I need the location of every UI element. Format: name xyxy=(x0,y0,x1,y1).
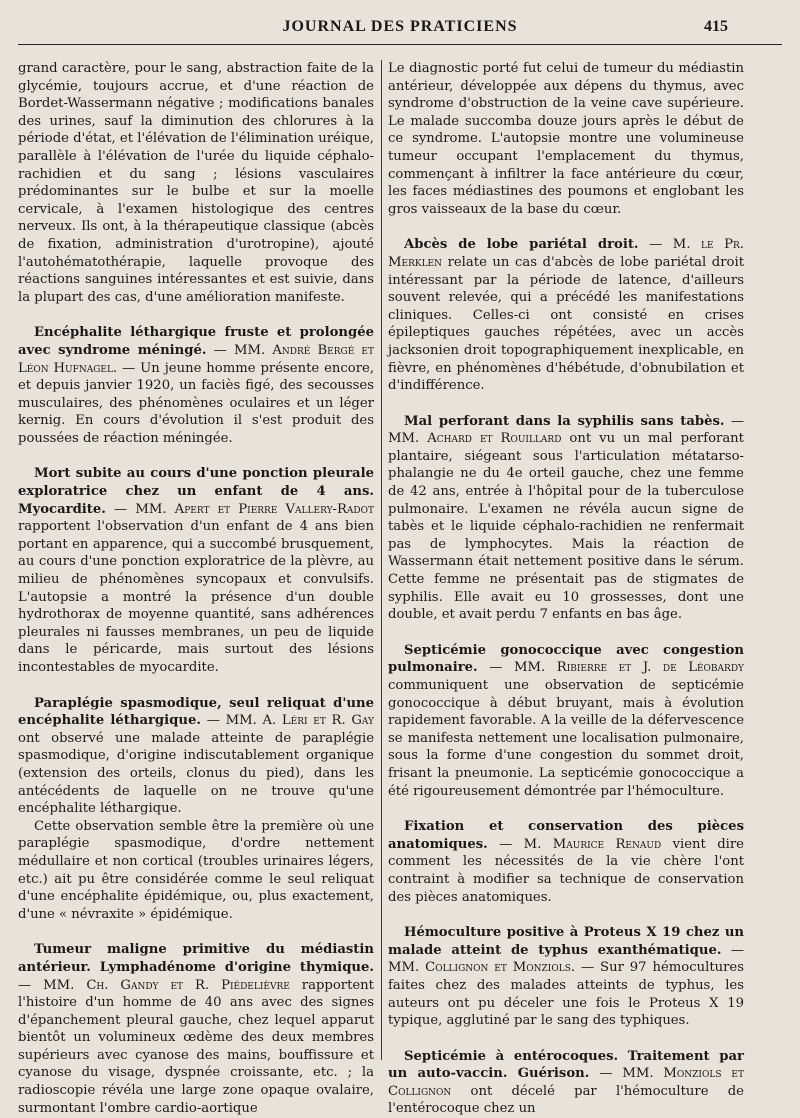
article-authors: — MM. Monziols et Collignon xyxy=(388,1066,744,1099)
article-title: Mal perforant dans la syphilis sans tabès. xyxy=(404,413,725,429)
header-rule xyxy=(18,44,782,45)
right-column xyxy=(388,60,745,1117)
article-body: ont décelé par l'hémoculture de l'entérocoque chez un xyxy=(388,1083,744,1117)
column-divider xyxy=(381,60,382,1060)
article xyxy=(388,413,744,624)
article-paragraph xyxy=(18,695,374,818)
page-header xyxy=(0,16,800,42)
article xyxy=(18,695,374,924)
article-authors: — MM. Apert et Pierre Vallery-Radot xyxy=(114,501,374,517)
article-body: rapportent l'histoire d'un homme de 40 ans avec des signes d'épanchement pleural gauche, chez lequel apparut bientôt un volumineux œdème des deux membres supérieurs avec cyanose des mains, bouffissure et cyanose du visage, dyspnée croissante, etc. ; la radioscopie révéla une large zone opaque ovalaire, surmontant l'ombre cardio-aortique xyxy=(18,977,374,1116)
article-paragraph xyxy=(388,818,744,906)
article-paragraph xyxy=(388,924,744,1030)
article-title: Fixation et conservation des pièces anatomiques. xyxy=(388,819,744,852)
article-title: Septicémie à entérocoques. Traitement par un auto-vaccin. Guérison. xyxy=(388,1048,744,1082)
article-title: Hémoculture positive à Proteus X 19 chez un malade atteint de typhus exanthématique. xyxy=(388,925,744,958)
article-authors: — M. le Pr. Merklen xyxy=(388,237,744,270)
article-body-paragraph: Cette observation semble être la première où une paraplégie spasmodique, d'ordre nettement médullaire et non cortical (troubles urinaires légers, etc.) ait pu être considérée comme le seul reliquat d'une encéphalite épidémique, ou, plus exactement, d'une « névraxite » épidémique. xyxy=(18,818,374,922)
article xyxy=(18,324,374,447)
article-authors: — MM. Achard et Rouillard xyxy=(388,413,744,447)
journal-title: JOURNAL DES PRATICIENS xyxy=(282,18,518,35)
article-paragraph xyxy=(388,1048,744,1118)
article-title: Tumeur maligne primitive du médiastin antérieur. Lymphadénome d'origine thymique. xyxy=(18,942,374,975)
article xyxy=(18,465,374,676)
article-title: Abcès de lobe pariétal droit. xyxy=(404,237,639,253)
article-paragraph xyxy=(388,236,744,394)
article-body: — Un jeune homme présente encore, et depuis janvier 1920, un faciès figé, des secousses musculaires, des phénomènes oculaires et un léger kernig. En cours d'évolution il s'est produit des poussées de réaction méningée. xyxy=(18,360,375,446)
article xyxy=(388,236,744,394)
article xyxy=(18,941,374,1117)
article-authors: — MM. André Bergé et Léon Hufnagel. xyxy=(18,342,374,376)
article-title: Mort subite au cours d'une ponction pleurale exploratrice chez un enfant de 4 ans. Myocardite. xyxy=(18,466,374,517)
article xyxy=(388,818,744,906)
article-body: rapportent l'observation d'un enfant de 4 ans bien portant en apparence, qui a succombé brusquement, au cours d'une ponction exploratrice de la plèvre, au milieu de phénomènes syncopaux et convulsifs. L'autopsie a montré la présence d'un double hydrothorax de moyenne quantité, sans adhérences pleurales ni fausses membranes, un peu de liquide dans le péricarde, mais surtout des lésions incontestables de myocardite. xyxy=(18,519,374,675)
article-paragraph xyxy=(18,941,374,1117)
article-body: communiquent une observation de septicémie gonococcique à début bruyant, mais à évolution rapidement favorable. A la veille de la défervescence se manifesta nettement une localisation pulmonaire, sous la forme d'une congestion du sommet droit, frisant la pneumonie. La septicémie gonococcique a été rigoureusement démontrée par l'hémoculture. xyxy=(388,678,744,799)
article-body: — Sur 97 hémocultures faites chez des malades atteints de typhus, les auteurs ont pu déceler une fois le Proteus X 19 typique, agglutiné par le sang des typhiques. xyxy=(388,960,744,1029)
article-title: Septicémie gonococcique avec congestion pulmonaire. xyxy=(388,642,744,676)
article-paragraph xyxy=(18,465,374,676)
article-body: ont observé une malade atteinte de paraplégie spasmodique, d'origine indiscutablement organique (extension des orteils, clonus du pied), dans les antécédents de laquelle on ne trouve qu'une encéphalite léthargique. xyxy=(18,730,374,817)
page-number: 415 xyxy=(704,18,728,35)
article-authors: — MM. Ribierre et J. de Léobardy xyxy=(489,660,744,676)
article-title: Paraplégie spasmodique, seul reliquat d'une encéphalite léthargique. xyxy=(18,695,374,729)
article-authors: — M. Maurice Renaud xyxy=(499,836,662,852)
article-body: relate un cas d'abcès de lobe pariétal droit intéressant par la période de latence, d'ailleurs souvent relevée, qui a précédé les manifestations cliniques. Celles-ci ont consisté en crises épileptiques gauches répétées, avec un accès jacksonien droit topographiquement inexplicable, en fièvre, en phénomènes d'hébétude, d'obnubilation et d'indifférence. xyxy=(388,254,745,394)
article-continuation xyxy=(18,60,374,306)
article-body: ont vu un mal perforant plantaire, siégeant sous l'articulation métatarso-phalangie ne du 4e orteil gauche, chez une femme de 42 ans, entrée à l'hôpital pour de la tuberculose pulmonaire. L'examen ne révéla aucun signe de tabès et le liquide céphalo-rachidien ne renfermait pas de lymphocytes. Mais la réaction de Wassermann était nettement positive dans le sérum. Cette femme ne présentait pas de stigmates de syphilis. Elle avait eu 10 grossesses, dont une double, et avait perdu 7 enfants en bas âge. xyxy=(388,431,744,623)
article-continuation xyxy=(388,60,744,218)
article-paragraph xyxy=(18,324,374,447)
article-authors: — MM. Ch. Gandy et R. Piédelièvre xyxy=(18,977,290,993)
article-body: Le diagnostic porté fut celui de tumeur du médiastin antérieur, développée aux dépens du thymus, avec syndrome d'obstruction de la veine cave supérieure. Le malade succomba douze jours après le début de ce syndrome. L'autopsie montre une volumineuse tumeur occupant l'emplacement du thymus, commençant à infiltrer la face antérieure du cœur, les faces médiastines des poumons et englobant les gros vaisseaux de la base du cœur. xyxy=(388,61,744,217)
article-title: Encéphalite léthargique fruste et prolongée avec syndrome méningé. xyxy=(18,325,374,358)
article xyxy=(388,924,744,1030)
article-body: vient dire comment les nécessités de la vie chère l'ont contraint à modifier sa technique de conservation des pièces anatomiques. xyxy=(388,836,744,905)
article xyxy=(388,1048,744,1118)
article xyxy=(388,642,744,800)
article-authors: — MM. Collignon et Monziols. xyxy=(388,942,744,976)
article-paragraph xyxy=(388,642,744,800)
article-body: grand caractère, pour le sang, abstraction faite de la glycémie, toujours accrue, et d'une réaction de Bordet-Wassermann négative ; modifications banales des urines, sauf la diminution des chlorures à la période d'état, et l'élévation de l'élimination uréique, parallèle à l'élévation de l'urée du liquide céphalo-rachidien et du sang ; lésions vasculaires prédominantes sur le bulbe et sur la moelle cervicale, à l'examen histologique des centres nerveux. Ils ont, à la thérapeutique classique (abcès de fixation, administration d'urotropine), ajouté l'autohématothérapie, laquelle provoque des réactions sanguines intéressantes et est suivie, dans la plupart des cas, d'une amélioration manifeste. xyxy=(18,61,374,305)
article-paragraph xyxy=(388,413,744,624)
article-authors: — MM. A. Léri et R. Gay xyxy=(206,713,374,729)
left-column xyxy=(18,60,375,1116)
